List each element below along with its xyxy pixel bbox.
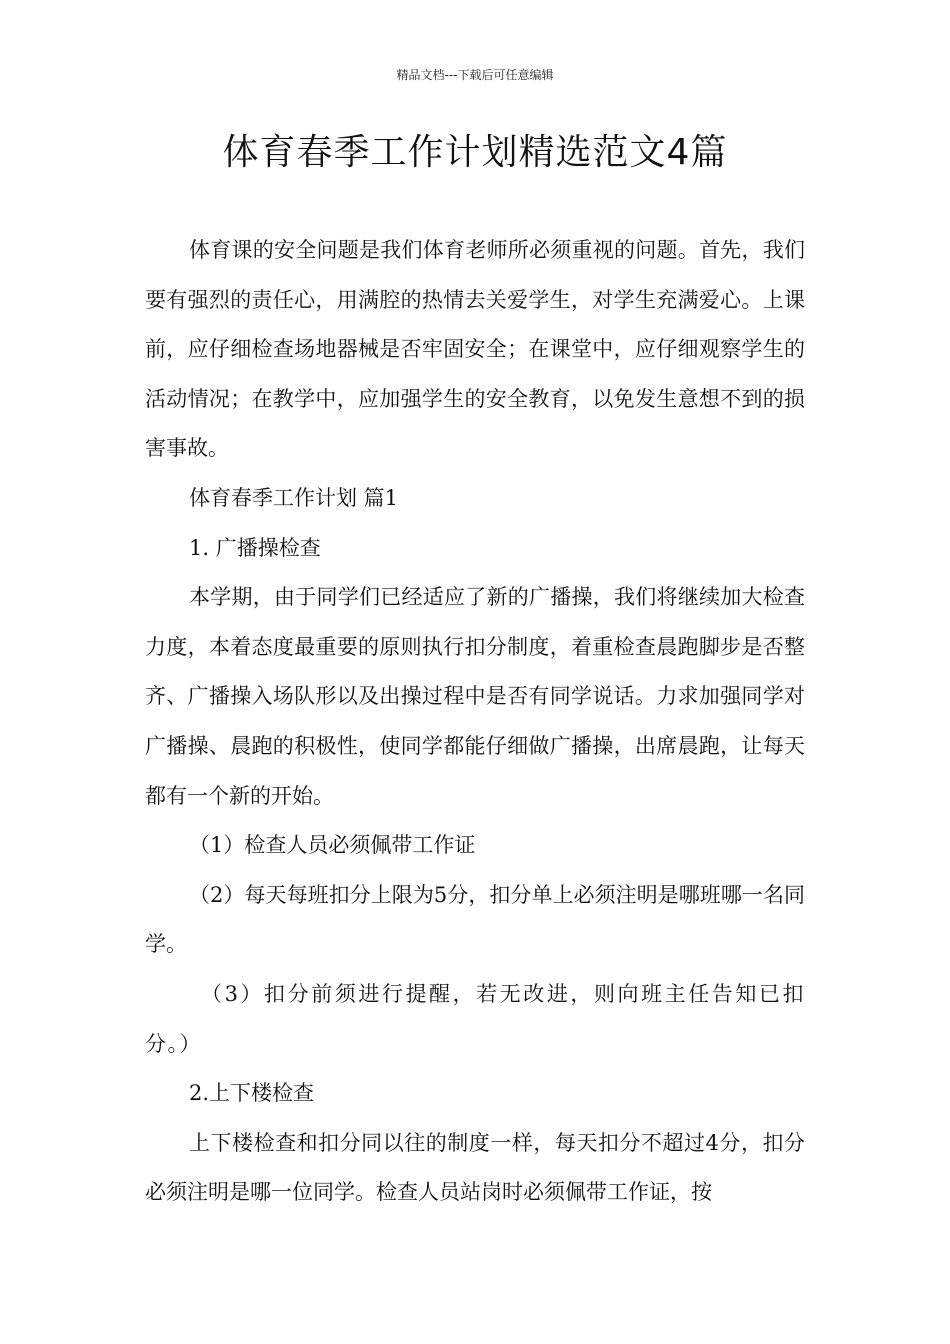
rule-item-3: （3）扣分前须进行提醒，若无改进，则向班主任告知已扣分。） (145, 981, 805, 1056)
item-heading-stairs: 2.上下楼检查 (189, 1081, 315, 1106)
document-body (145, 226, 805, 1218)
rule-item-1: （1）检查人员必须佩带工作证 (189, 833, 476, 858)
header-note: 精品文档---下载后可任意编辑 (396, 68, 554, 82)
rule-item-2: （2）每天每班扣分上限为5分，扣分单上必须注明是哪班哪一名同学。 (145, 882, 805, 957)
item-heading-broadcast-exercise: 1. 广播操检查 (189, 535, 321, 560)
paragraph-intro: 体育课的安全问题是我们体育老师所必须重视的问题。首先，我们要有强烈的责任心，用满腔的热情去关爱学生，对学生充满爱心。上课前，应仔细检查场地器械是否牢固安全；在课堂中，应仔细观察学生的活动情况；在教学中，应加强学生的安全教育，以免发生意想不到的损害事故。 (145, 238, 805, 461)
paragraph-stairs: 上下楼检查和扣分同以往的制度一样，每天扣分不超过4分，扣分必须注明是哪一位同学。检查人员站岗时必须佩带工作证，按 (145, 1130, 805, 1205)
paragraph-broadcast-exercise: 本学期，由于同学们已经适应了新的广播操，我们将继续加大检查力度，本着态度最重要的原则执行扣分制度，着重检查晨跑脚步是否整齐、广播操入场队形以及出操过程中是否有同学说话。力求加强同学对广播操、晨跑的积极性，使同学都能仔细做广播操，出席晨跑，让每天都有一个新的开始。 (145, 585, 805, 808)
document-title: 体育春季工作计划精选范文4篇 (222, 132, 728, 173)
section-heading: 体育春季工作计划 篇1 (189, 485, 399, 510)
